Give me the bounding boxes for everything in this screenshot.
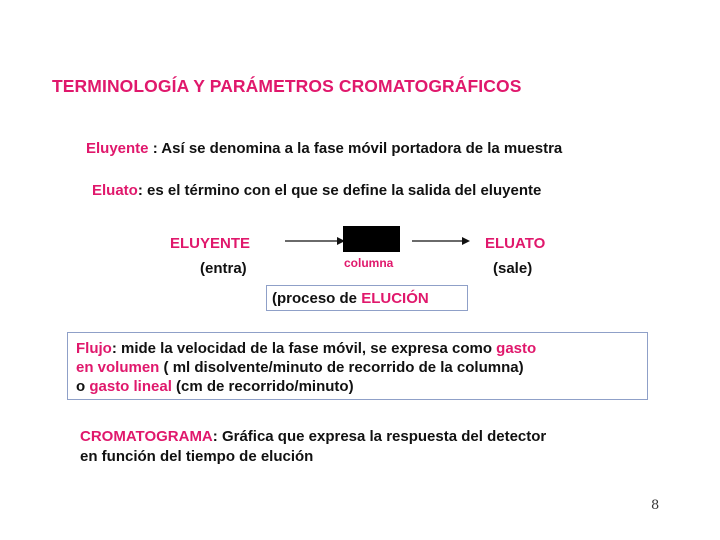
eluato-text: : es el término con el que se define la salida del eluyente bbox=[137, 182, 542, 199]
gasto-lineal: gasto lineal bbox=[89, 378, 172, 395]
eluyente-term: Eluyente bbox=[86, 140, 149, 157]
flujo-line-3 bbox=[76, 378, 354, 395]
process-label bbox=[272, 290, 429, 307]
process-prefix: (proceso de bbox=[272, 290, 362, 307]
eluyente-text: : Así se denomina a la fase móvil portadora de la muestra bbox=[148, 140, 563, 157]
gasto-volumen-b: en volumen bbox=[76, 359, 160, 376]
cromatograma-term: CROMATOGRAMA bbox=[80, 428, 213, 445]
flujo-text-1: : mide la velocidad de la fase móvil, se expresa como bbox=[111, 340, 497, 357]
diagram-columna-label: columna bbox=[344, 256, 394, 270]
flujo-term: Flujo bbox=[76, 340, 112, 357]
diagram-entra-label: (entra) bbox=[200, 260, 247, 277]
flujo-line-1 bbox=[76, 340, 536, 357]
arrow-right-icon bbox=[400, 234, 470, 248]
flujo-prefix-3: o bbox=[76, 378, 90, 395]
diagram-eluato-label: ELUATO bbox=[485, 235, 546, 252]
flujo-line-2 bbox=[76, 359, 524, 376]
eluato-term: Eluato bbox=[92, 182, 138, 199]
gasto-volumen-a: gasto bbox=[496, 340, 537, 357]
arrow-right-icon bbox=[285, 234, 345, 248]
cromatograma-line-2: en función del tiempo de elución bbox=[80, 448, 314, 465]
cromatograma-text-1: : Gráfica que expresa la respuesta del detector bbox=[212, 428, 547, 445]
slide-number: 8 bbox=[651, 498, 660, 513]
flujo-text-3: (cm de recorrido/minuto) bbox=[171, 378, 354, 395]
eluyente-definition bbox=[86, 140, 562, 157]
diagram-sale-label: (sale) bbox=[493, 260, 533, 277]
page-title: TERMINOLOGÍA Y PARÁMETROS CROMATOGRÁFICOS bbox=[52, 76, 522, 96]
flujo-text-2: ( ml disolvente/minuto de recorrido de la columna) bbox=[159, 359, 524, 376]
eluato-definition bbox=[92, 182, 541, 199]
column-block bbox=[343, 226, 400, 252]
process-term: ELUCIÓN bbox=[361, 290, 429, 307]
cromatograma-line-1 bbox=[80, 428, 546, 445]
diagram-eluyente-label: ELUYENTE bbox=[170, 235, 251, 252]
